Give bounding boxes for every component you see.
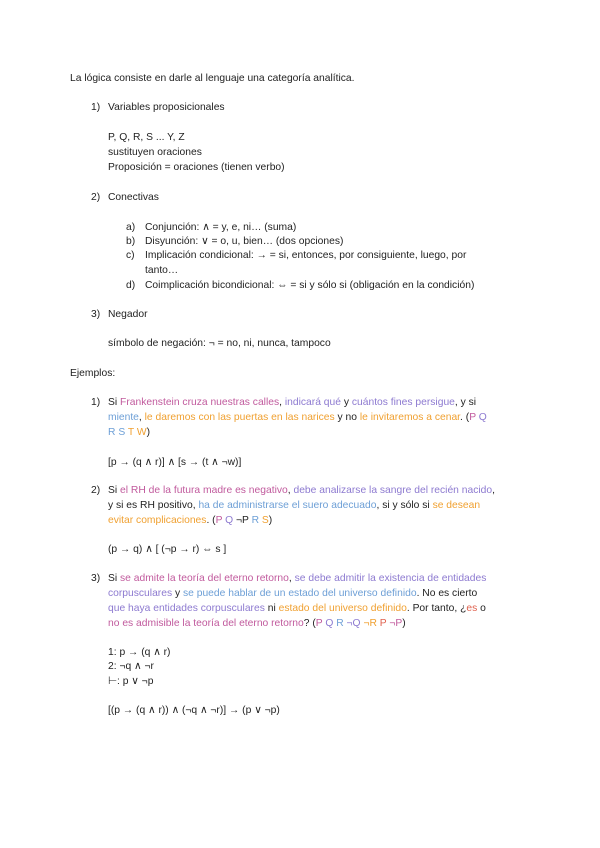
text-segment: o <box>477 603 486 614</box>
example-text-line <box>108 410 487 425</box>
text-segment: le daremos con las puertas en las narices <box>144 412 335 423</box>
text-segment: ¬P <box>233 515 252 526</box>
text-segment: corpusculares <box>108 588 173 599</box>
example-text-line <box>108 483 495 498</box>
text-segment: le invitaremos a cenar <box>359 412 461 423</box>
variables-line: Proposición = oraciones (tienen verbo) <box>108 162 285 173</box>
example-text-line <box>108 395 476 410</box>
section-title: Negador <box>108 309 148 320</box>
text-segment: se puede hablar de un estado del universo definido <box>182 588 417 599</box>
example-text-line <box>108 498 480 513</box>
text-segment: ¬P <box>389 618 403 629</box>
example-number: 1) <box>91 397 101 408</box>
text-segment: . Por tanto, ¿ <box>406 603 467 614</box>
list-item: Coimplicación bicondicional: ⇔ = si y sólo si (obligación en la condición) <box>145 280 475 291</box>
example-text-line <box>108 601 486 616</box>
section-title: Variables proposicionales <box>108 102 225 113</box>
text-segment: y <box>334 412 346 423</box>
section-title: Conectivas <box>108 192 159 203</box>
text-segment: ni <box>267 603 279 614</box>
text-segment: debe analizarse la sangre del recién nacido <box>293 485 493 496</box>
text-segment: , <box>376 500 383 511</box>
text-segment: Q <box>325 618 334 629</box>
example-text-line <box>108 571 486 586</box>
text-segment: Si <box>108 485 121 496</box>
text-segment: cuántos fines persigue <box>351 397 455 408</box>
text-segment: y si es RH positivo <box>108 500 193 511</box>
text-segment: P <box>315 618 323 629</box>
text-segment: no es admisible la teoría del eterno retorno <box>108 618 304 629</box>
premisa: 2: ¬q ∧ ¬r <box>108 661 154 672</box>
text-segment: es <box>466 603 478 614</box>
text-segment: , <box>288 573 295 584</box>
text-segment: y <box>340 397 352 408</box>
text-segment: indicará qué <box>284 397 341 408</box>
list-item: Implicación condicional: → = si, entonces, por consiguiente, luego, por <box>145 250 467 261</box>
text-segment: , <box>492 485 495 496</box>
text-segment: T <box>127 427 134 438</box>
text-segment: ha de administrarse el suero adecuado <box>198 500 377 511</box>
example-number: 3) <box>91 573 101 584</box>
list-letter: c) <box>126 250 135 261</box>
text-segment: ) <box>402 618 406 629</box>
example-formula: [(p → (q ∧ r)) ∧ (¬q ∧ ¬r)] → (p ∨ ¬p) <box>108 705 280 716</box>
text-segment: ¬R <box>363 618 377 629</box>
section-number: 3) <box>91 309 101 320</box>
text-segment: y <box>172 588 183 599</box>
text-segment: ) <box>268 515 273 526</box>
text-segment: se debe admitir la existencia de entidades <box>294 573 487 584</box>
text-segment: , <box>287 485 294 496</box>
text-segment: es cierto <box>438 588 478 599</box>
conclusion: ⊢: p ∨ ¬p <box>108 676 154 687</box>
text-segment: , y si <box>454 397 477 408</box>
list-letter: b) <box>126 236 136 247</box>
text-segment: S <box>118 427 126 438</box>
text-segment: R <box>108 427 116 438</box>
text-segment: evitar complicaciones <box>108 515 207 526</box>
text-segment: Si <box>108 397 121 408</box>
text-segment: ¬Q <box>343 618 364 629</box>
example-number: 2) <box>91 485 101 496</box>
text-segment: P <box>469 412 476 423</box>
example-text-line <box>108 425 150 440</box>
intro-text: La lógica consiste en darle al lenguaje una categoría analítica. <box>70 73 355 84</box>
text-segment: que haya entidades corpusculares <box>108 603 268 614</box>
text-segment: . No <box>416 588 439 599</box>
text-segment: si y sólo si <box>382 500 433 511</box>
example-text-line <box>108 513 272 528</box>
list-item: Disyunción: ∨ = o, u, bien… (dos opciones) <box>145 236 344 247</box>
section-number: 1) <box>91 102 101 113</box>
text-segment: no <box>345 412 360 423</box>
text-segment: S <box>261 515 269 526</box>
section-number: 2) <box>91 192 101 203</box>
text-segment: P <box>215 515 223 526</box>
example-formula: (p → q) ∧ [ (¬p → r) ⇔ s ] <box>108 544 227 555</box>
text-segment: ? ( <box>303 618 316 629</box>
text-segment: Q <box>225 515 234 526</box>
text-segment: W <box>136 427 147 438</box>
text-segment: P <box>379 618 387 629</box>
text-segment: Frankenstein cruza nuestras calles <box>120 397 280 408</box>
text-segment: . ( <box>460 412 470 423</box>
list-item: Conjunción: ∧ = y, e, ni… (suma) <box>145 222 297 233</box>
ejemplos-title: Ejemplos: <box>70 368 116 379</box>
text-segment: R <box>336 618 344 629</box>
variables-line: sustituyen oraciones <box>108 147 202 158</box>
text-segment: el RH de la futura madre es negativo <box>120 485 288 496</box>
text-segment: Q <box>478 412 487 423</box>
example-text-line <box>108 586 477 601</box>
text-segment: R <box>251 515 260 526</box>
negador-text: símbolo de negación: ¬ = no, ni, nunca, tampoco <box>108 338 331 349</box>
premisa: 1: p → (q ∧ r) <box>108 647 171 658</box>
text-segment: se admite la teoría del eterno retorno <box>120 573 289 584</box>
variables-line: P, Q, R, S ... Y, Z <box>108 132 185 143</box>
list-item-continuation: tanto… <box>145 265 179 276</box>
example-formula: [p → (q ∧ r)] ∧ [s → (t ∧ ¬w)] <box>108 457 242 468</box>
text-segment: . ( <box>206 515 216 526</box>
text-segment: estado del universo definido <box>278 603 407 614</box>
text-segment: , <box>138 412 145 423</box>
text-segment: , <box>192 500 199 511</box>
text-segment: miente <box>108 412 139 423</box>
text-segment: Si <box>108 573 121 584</box>
text-segment: , <box>279 397 285 408</box>
list-letter: a) <box>126 222 136 233</box>
list-letter: d) <box>126 280 136 291</box>
text-segment: ) <box>146 427 151 438</box>
text-segment: se desean <box>432 500 481 511</box>
example-text-line <box>108 616 406 631</box>
